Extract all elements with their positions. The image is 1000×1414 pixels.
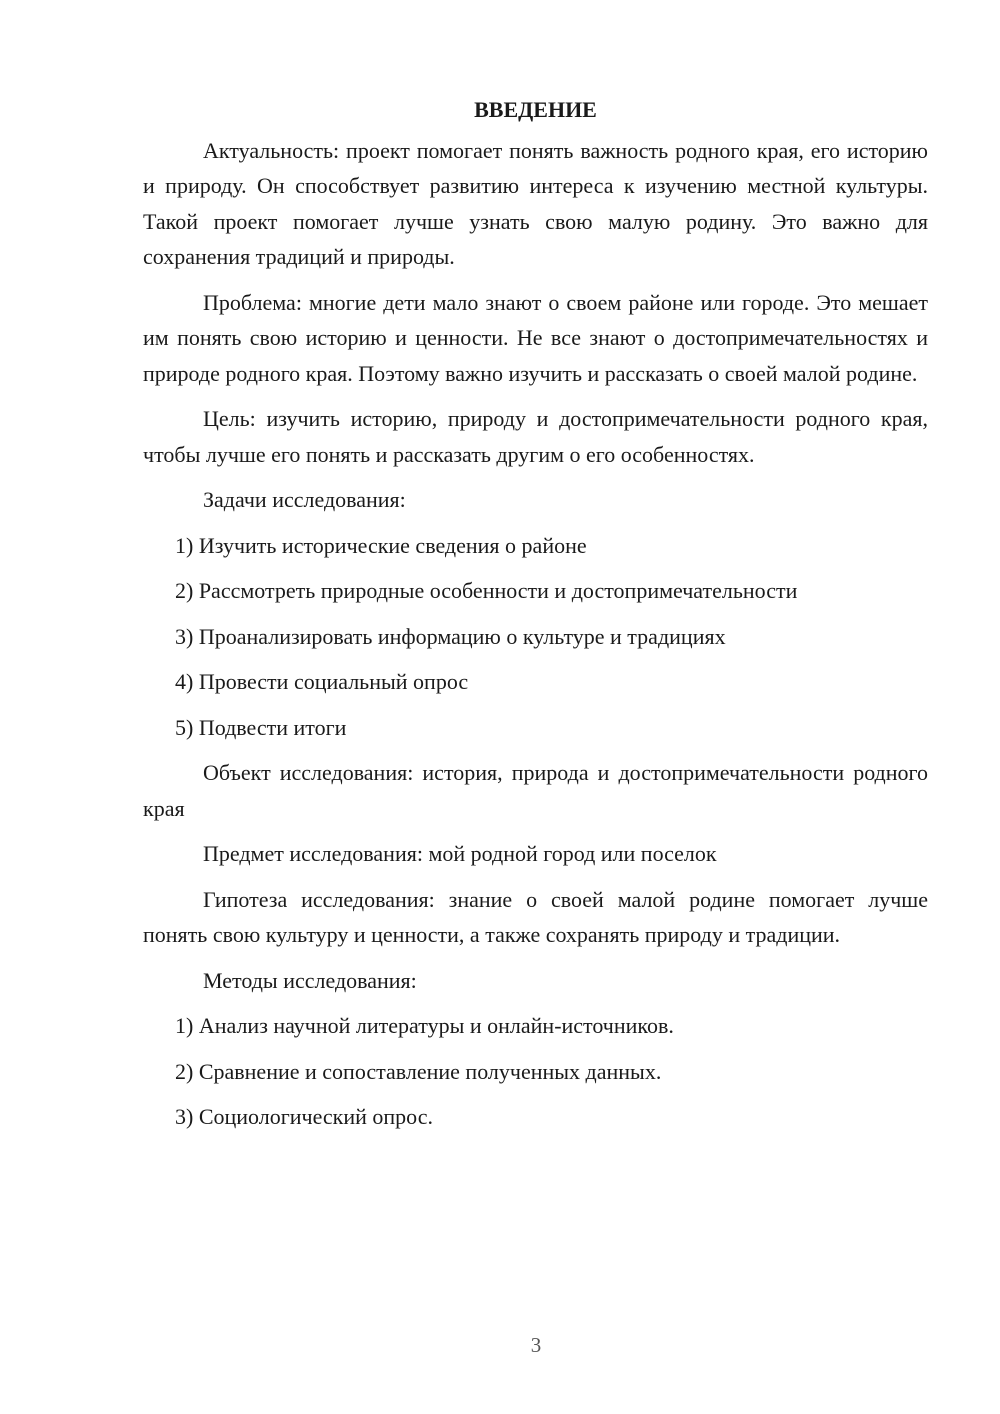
- problem-paragraph: Проблема: многие дети мало знают о своем районе или городе. Это мешает им понять свою историю и ценности. Не все знают о достопримечательностях и природе родного края. Поэтому важно изучить и рассказать о своей малой родине.: [143, 289, 928, 386]
- list-item: 5) Подвести итоги: [175, 714, 347, 740]
- tasks-list: [143, 528, 928, 746]
- list-item: 2) Сравнение и сопоставление полученных данных.: [175, 1058, 662, 1084]
- methods-heading: Методы исследования:: [203, 967, 417, 993]
- tasks-heading: Задачи исследования:: [203, 487, 406, 512]
- hypothesis-paragraph: Гипотеза исследования: знание о своей малой родине помогает лучше понять свою культуру и ценности, а также сохранять природу и традиции.: [143, 886, 928, 947]
- list-item: 2) Рассмотреть природные особенности и достопримечательности: [175, 578, 798, 603]
- section-title: ВВЕДЕНИЕ: [474, 97, 597, 122]
- list-item: 1) Анализ научной литературы и онлайн-источников.: [175, 1013, 674, 1038]
- list-item: 1) Изучить исторические сведения о районе: [175, 532, 587, 558]
- document-body: [143, 92, 928, 1145]
- list-item: 3) Проанализировать информацию о культуре и традициях: [175, 623, 726, 649]
- relevance-paragraph: Актуальность: проект помогает понять важность родного края, его историю и природу. Он способствует развитию интереса к изучению местной культуры. Такой проект помогает лучше узнать свою малую родину. Это важно для сохранения традиций и природы.: [143, 137, 928, 269]
- page-number: 3: [530, 1333, 542, 1357]
- list-item: 4) Провести социальный опрос: [175, 669, 469, 694]
- methods-list: [143, 1008, 928, 1135]
- goal-paragraph: Цель: изучить историю, природу и достопримечательности родного края, чтобы лучше его понять и рассказать другим о его особенностях.: [143, 406, 928, 467]
- subject-paragraph: Предмет исследования: мой родной город или поселок: [203, 841, 717, 866]
- object-paragraph: Объект исследования: история, природа и достопримечательности родного края: [143, 760, 928, 821]
- list-item: 3) Социологический опрос.: [175, 1104, 433, 1129]
